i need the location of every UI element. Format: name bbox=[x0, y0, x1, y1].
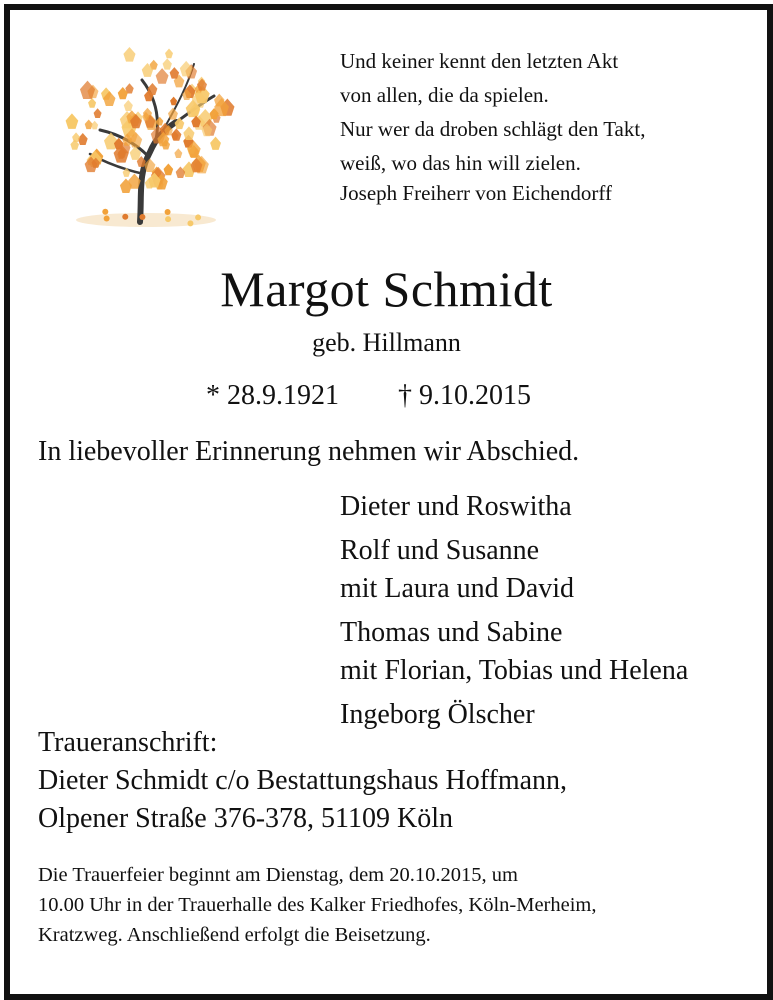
mourner-group bbox=[340, 614, 688, 690]
farewell-text: In liebevoller Erinnerung nehmen wir Abschied. bbox=[38, 436, 580, 467]
ceremony-line: Die Trauerfeier beginnt am Dienstag, dem 20.10.2015, um bbox=[38, 864, 518, 886]
poem-line: Und keiner kennt den letzten Akt bbox=[340, 49, 619, 73]
deceased-name: Margot Schmidt bbox=[220, 261, 553, 317]
poem-line: Nur wer da droben schlägt den Takt, bbox=[340, 117, 646, 141]
poem-line: weiß, wo das hin will zielen. bbox=[340, 151, 581, 175]
poem bbox=[340, 44, 645, 180]
address-line: Dieter Schmidt c/o Bestattungshaus Hoffmann, bbox=[38, 765, 568, 796]
mourner-group bbox=[340, 488, 688, 526]
ceremony-line: 10.00 Uhr in der Trauerhalle des Kalker Friedhofes, Köln-Merheim, bbox=[38, 894, 597, 916]
poem-author: Joseph Freiherr von Eichendorff bbox=[340, 181, 612, 205]
mourner-line: Thomas und Sabine bbox=[340, 617, 563, 648]
autumn-tree-icon bbox=[38, 34, 248, 234]
mourner-line: Ingeborg Ölscher bbox=[340, 699, 535, 730]
address-label: Traueranschrift: bbox=[38, 727, 218, 758]
birth-date: * 28.9.1921 bbox=[206, 380, 339, 411]
ceremony-line: Kratzweg. Anschließend erfolgt die Beisetzung. bbox=[38, 924, 431, 946]
life-dates bbox=[206, 380, 531, 412]
poem-line: von allen, die da spielen. bbox=[340, 83, 549, 107]
death-date: † 9.10.2015 bbox=[398, 380, 531, 411]
mourner-line: Dieter und Roswitha bbox=[340, 491, 572, 522]
mourner-line: mit Laura und David bbox=[340, 573, 575, 604]
address-line: Olpener Straße 376-378, 51109 Köln bbox=[38, 803, 453, 834]
mourning-address bbox=[38, 724, 567, 838]
maiden-name: geb. Hillmann bbox=[312, 328, 461, 357]
mourners-list bbox=[340, 488, 688, 740]
mourner-line: mit Florian, Tobias und Helena bbox=[340, 655, 689, 686]
mourner-group bbox=[340, 532, 688, 608]
ceremony-notice bbox=[38, 860, 597, 950]
mourner-line: Rolf und Susanne bbox=[340, 535, 540, 566]
